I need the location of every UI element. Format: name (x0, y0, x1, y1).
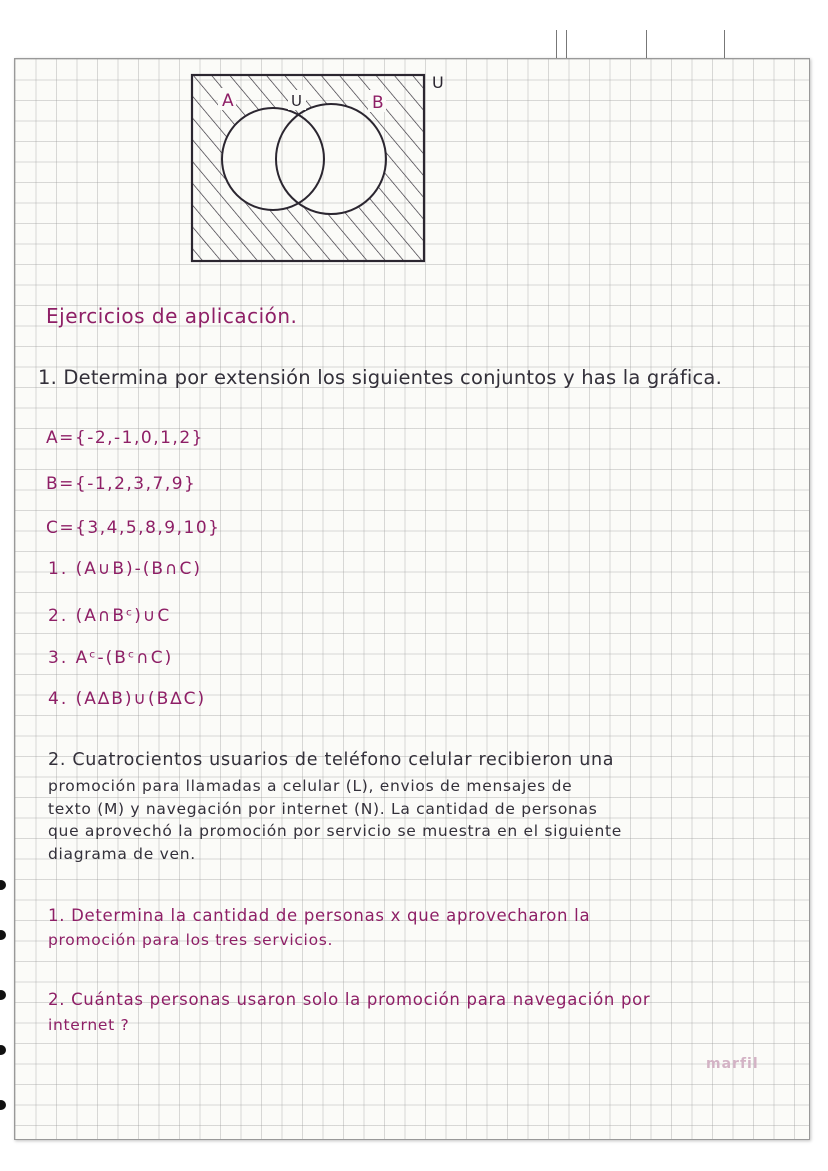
exercise-1-statement: 1. Determina por extensión los siguientes conjuntos y has la gráfica. (38, 366, 722, 389)
exercise-2-line: 2. Cuatrocientos usuarios de teléfono celular recibieron una (48, 750, 615, 770)
venn-label-universe: U (432, 73, 444, 92)
exercise-2-line: diagrama de ven. (48, 845, 196, 863)
section-title: Ejercicios de aplicación. (46, 304, 298, 328)
spiral-binding (0, 760, 14, 1140)
venn-label-a: A (222, 91, 234, 111)
operation-3: 3. Aᶜ-(Bᶜ∩C) (48, 648, 174, 668)
question-2-line: internet ? (48, 1016, 130, 1034)
operation-1: 1. (A∪B)-(B∩C) (48, 559, 202, 579)
venn-label-b: B (372, 93, 384, 113)
binding-ring (0, 990, 6, 1000)
operation-2: 2. (A∩Bᶜ)∪C (48, 606, 172, 626)
header-divider (556, 30, 557, 58)
set-b-definition: B={-1,2,3,7,9} (46, 474, 197, 494)
binding-ring (0, 930, 6, 940)
binding-ring (0, 1100, 6, 1110)
set-a-definition: A={-2,-1,0,1,2} (46, 428, 204, 448)
exercise-2-line: que aprovechó la promoción por servicio se muestra en el siguiente (48, 822, 623, 840)
exercise-2-line: promoción para llamadas a celular (L), envios de mensajes de (48, 777, 573, 795)
exercise-2-line: texto (M) y navegación por internet (N). La cantidad de personas (48, 800, 598, 818)
question-1-line: promoción para los tres servicios. (48, 931, 334, 949)
question-1-line: 1. Determina la cantidad de personas x que aprovecharon la (48, 906, 591, 925)
header-strip (18, 30, 810, 61)
binding-ring (0, 1045, 6, 1055)
binding-ring (0, 880, 6, 890)
header-divider (724, 30, 725, 58)
header-divider (566, 30, 567, 58)
venn-label-union: U (291, 92, 302, 110)
brand-watermark: marfil (706, 1056, 759, 1072)
header-divider (646, 30, 647, 58)
operation-4: 4. (A∆B)∪(B∆C) (48, 689, 207, 709)
venn-diagram (190, 72, 460, 264)
set-c-definition: C={3,4,5,8,9,10} (46, 518, 221, 538)
question-2-line: 2. Cuántas personas usaron solo la promoción para navegación por (48, 990, 651, 1009)
